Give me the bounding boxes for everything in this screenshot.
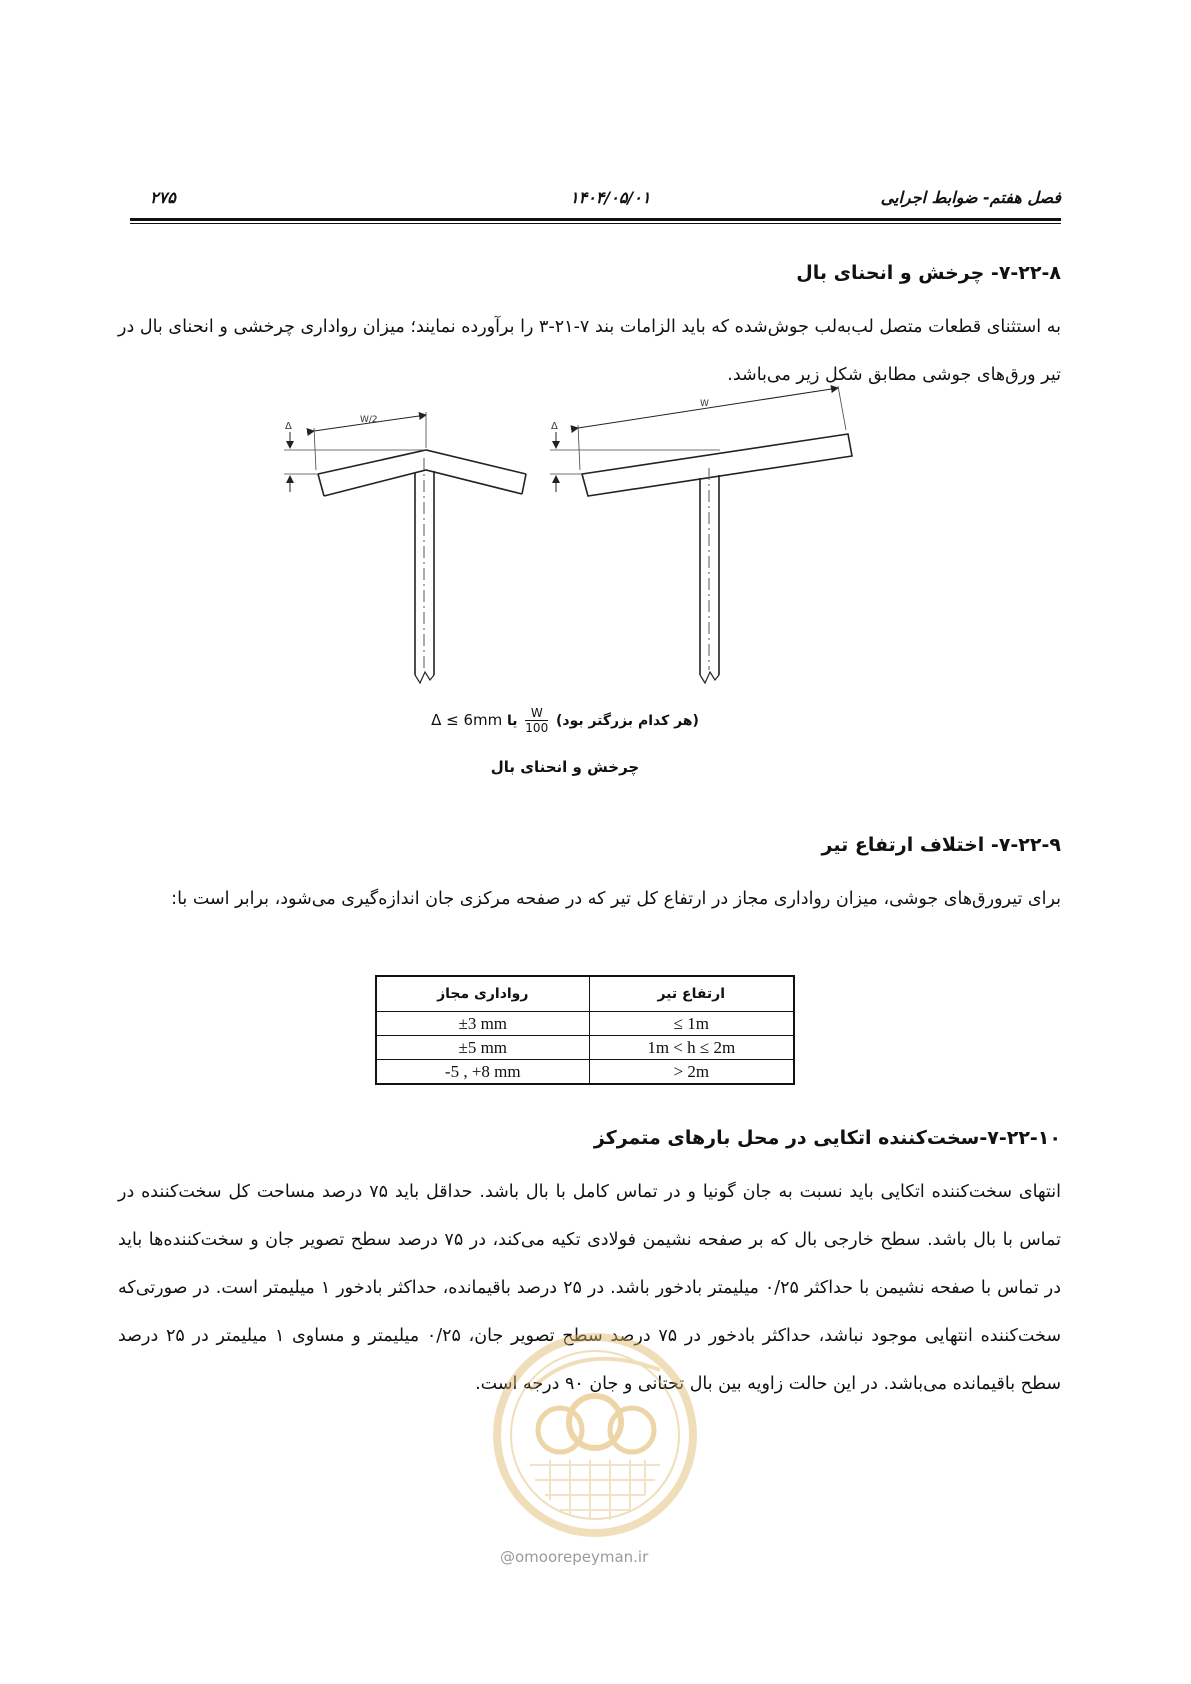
tolerance-table [375, 975, 795, 1085]
figure-caption: چرخش و انحنای بال [490, 758, 640, 776]
table-header-cell: ارتفاع تیر [589, 976, 794, 1012]
w-half-label: W/2 [360, 415, 378, 425]
table-header-row [376, 976, 794, 1012]
formula-denominator: 100 [525, 721, 549, 735]
formula-note: (هر کدام بزرگتر بود) [555, 713, 699, 729]
page-number: ۲۷۵ [150, 188, 176, 207]
chapter-title: فصل هفتم- ضوابط اجرایی [880, 188, 1061, 207]
flange-tilt-figure [285, 399, 860, 700]
watermark-site-text: @omoorepeyman.ir [500, 1548, 649, 1566]
table-cell: > 2m [589, 1060, 794, 1085]
section-9-body: برای تیرورق‌های جوشی، میزان رواداری مجاز در ارتفاع کل تیر که در صفحه مرکزی جان اندازه‌گیری می‌شود، برابر است با: [171, 889, 1061, 909]
table-header-cell: رواداری مجاز [376, 976, 589, 1012]
formula-numerator: W [525, 706, 548, 721]
watermark-seal-logo [490, 1330, 700, 1540]
section-8-body: به استثنای قطعات متصل لب‌به‌لب جوش‌شده که باید الزامات بند ۷-۲۱-۳ را برآورده نمایند؛ میزان رواداری چرخشی و انحنای بال در تیر ورق‌های جوشی مطابق شکل زیر می‌باشد. [118, 317, 1061, 385]
table-cell: ≤ 1m [589, 1012, 794, 1036]
tilted-flange-diagram [550, 386, 852, 683]
table-cell: ±3 mm [376, 1012, 589, 1036]
header-rule-thick [130, 218, 1061, 221]
table-row [376, 1036, 794, 1060]
table-row [376, 1012, 794, 1036]
page-header [130, 188, 1061, 210]
section-8-heading: ۷-۲۲-۸- چرخش و انحنای بال [796, 262, 1061, 284]
figure-formula [400, 706, 730, 740]
header-date: ۱۴۰۴/۰۵/۰۱ [570, 188, 651, 207]
table-row [376, 1060, 794, 1085]
section-10-body: انتهای سخت‌کننده اتکایی باید نسبت به جان گونیا و در تماس کامل با بال باشد. حداقل باید ۷۵ درصد مساحت کل سخت‌کننده در تماس با بال باشد. سطح خارجی بال که بر صفحه نشیمن فولادی تکیه می‌کند، در ۷۵ درصد سطح تصویر جان و سخت‌کننده‌ها باید در تماس با صفحه نشیمن با حداکثر ۰/۲۵ میلیمتر بادخور باشد. در ۲۵ درصد باقیمانده، حداکثر بادخور ۱ میلیمتر است. در صورتی‌که سخت‌کننده انتهایی موجود نباشد، حداکثر بادخور در ۷۵ درصد سطح تصویر جان، ۰/۲۵ میلیمتر و مساوی ۱ میلیمتر در ۲۵ درصد سطح باقیمانده می‌باشد. در این حالت زاویه بین بال تحتانی و جان ۹۰ درجه است. [118, 1182, 1062, 1394]
formula-or: یا [507, 713, 518, 729]
formula-fraction [525, 706, 548, 735]
table-cell: -5 , +8 mm [376, 1060, 589, 1085]
table-cell: 1m < h ≤ 2m [589, 1036, 794, 1060]
section-9-heading: ۷-۲۲-۹- اختلاف ارتفاع تیر [821, 834, 1061, 856]
delta-label-right: Δ [551, 421, 558, 432]
curved-flange-diagram [284, 412, 526, 683]
table-cell: ±5 mm [376, 1036, 589, 1060]
header-rule-thin [130, 223, 1061, 224]
section-10-heading: ۷-۲۲-۱۰-سخت‌کننده اتکایی در محل بارهای متمرکز [593, 1127, 1061, 1149]
formula-prefix: Δ ≤ 6mm [431, 711, 503, 729]
w-label: W [700, 399, 709, 409]
delta-label-left: Δ [285, 421, 292, 432]
